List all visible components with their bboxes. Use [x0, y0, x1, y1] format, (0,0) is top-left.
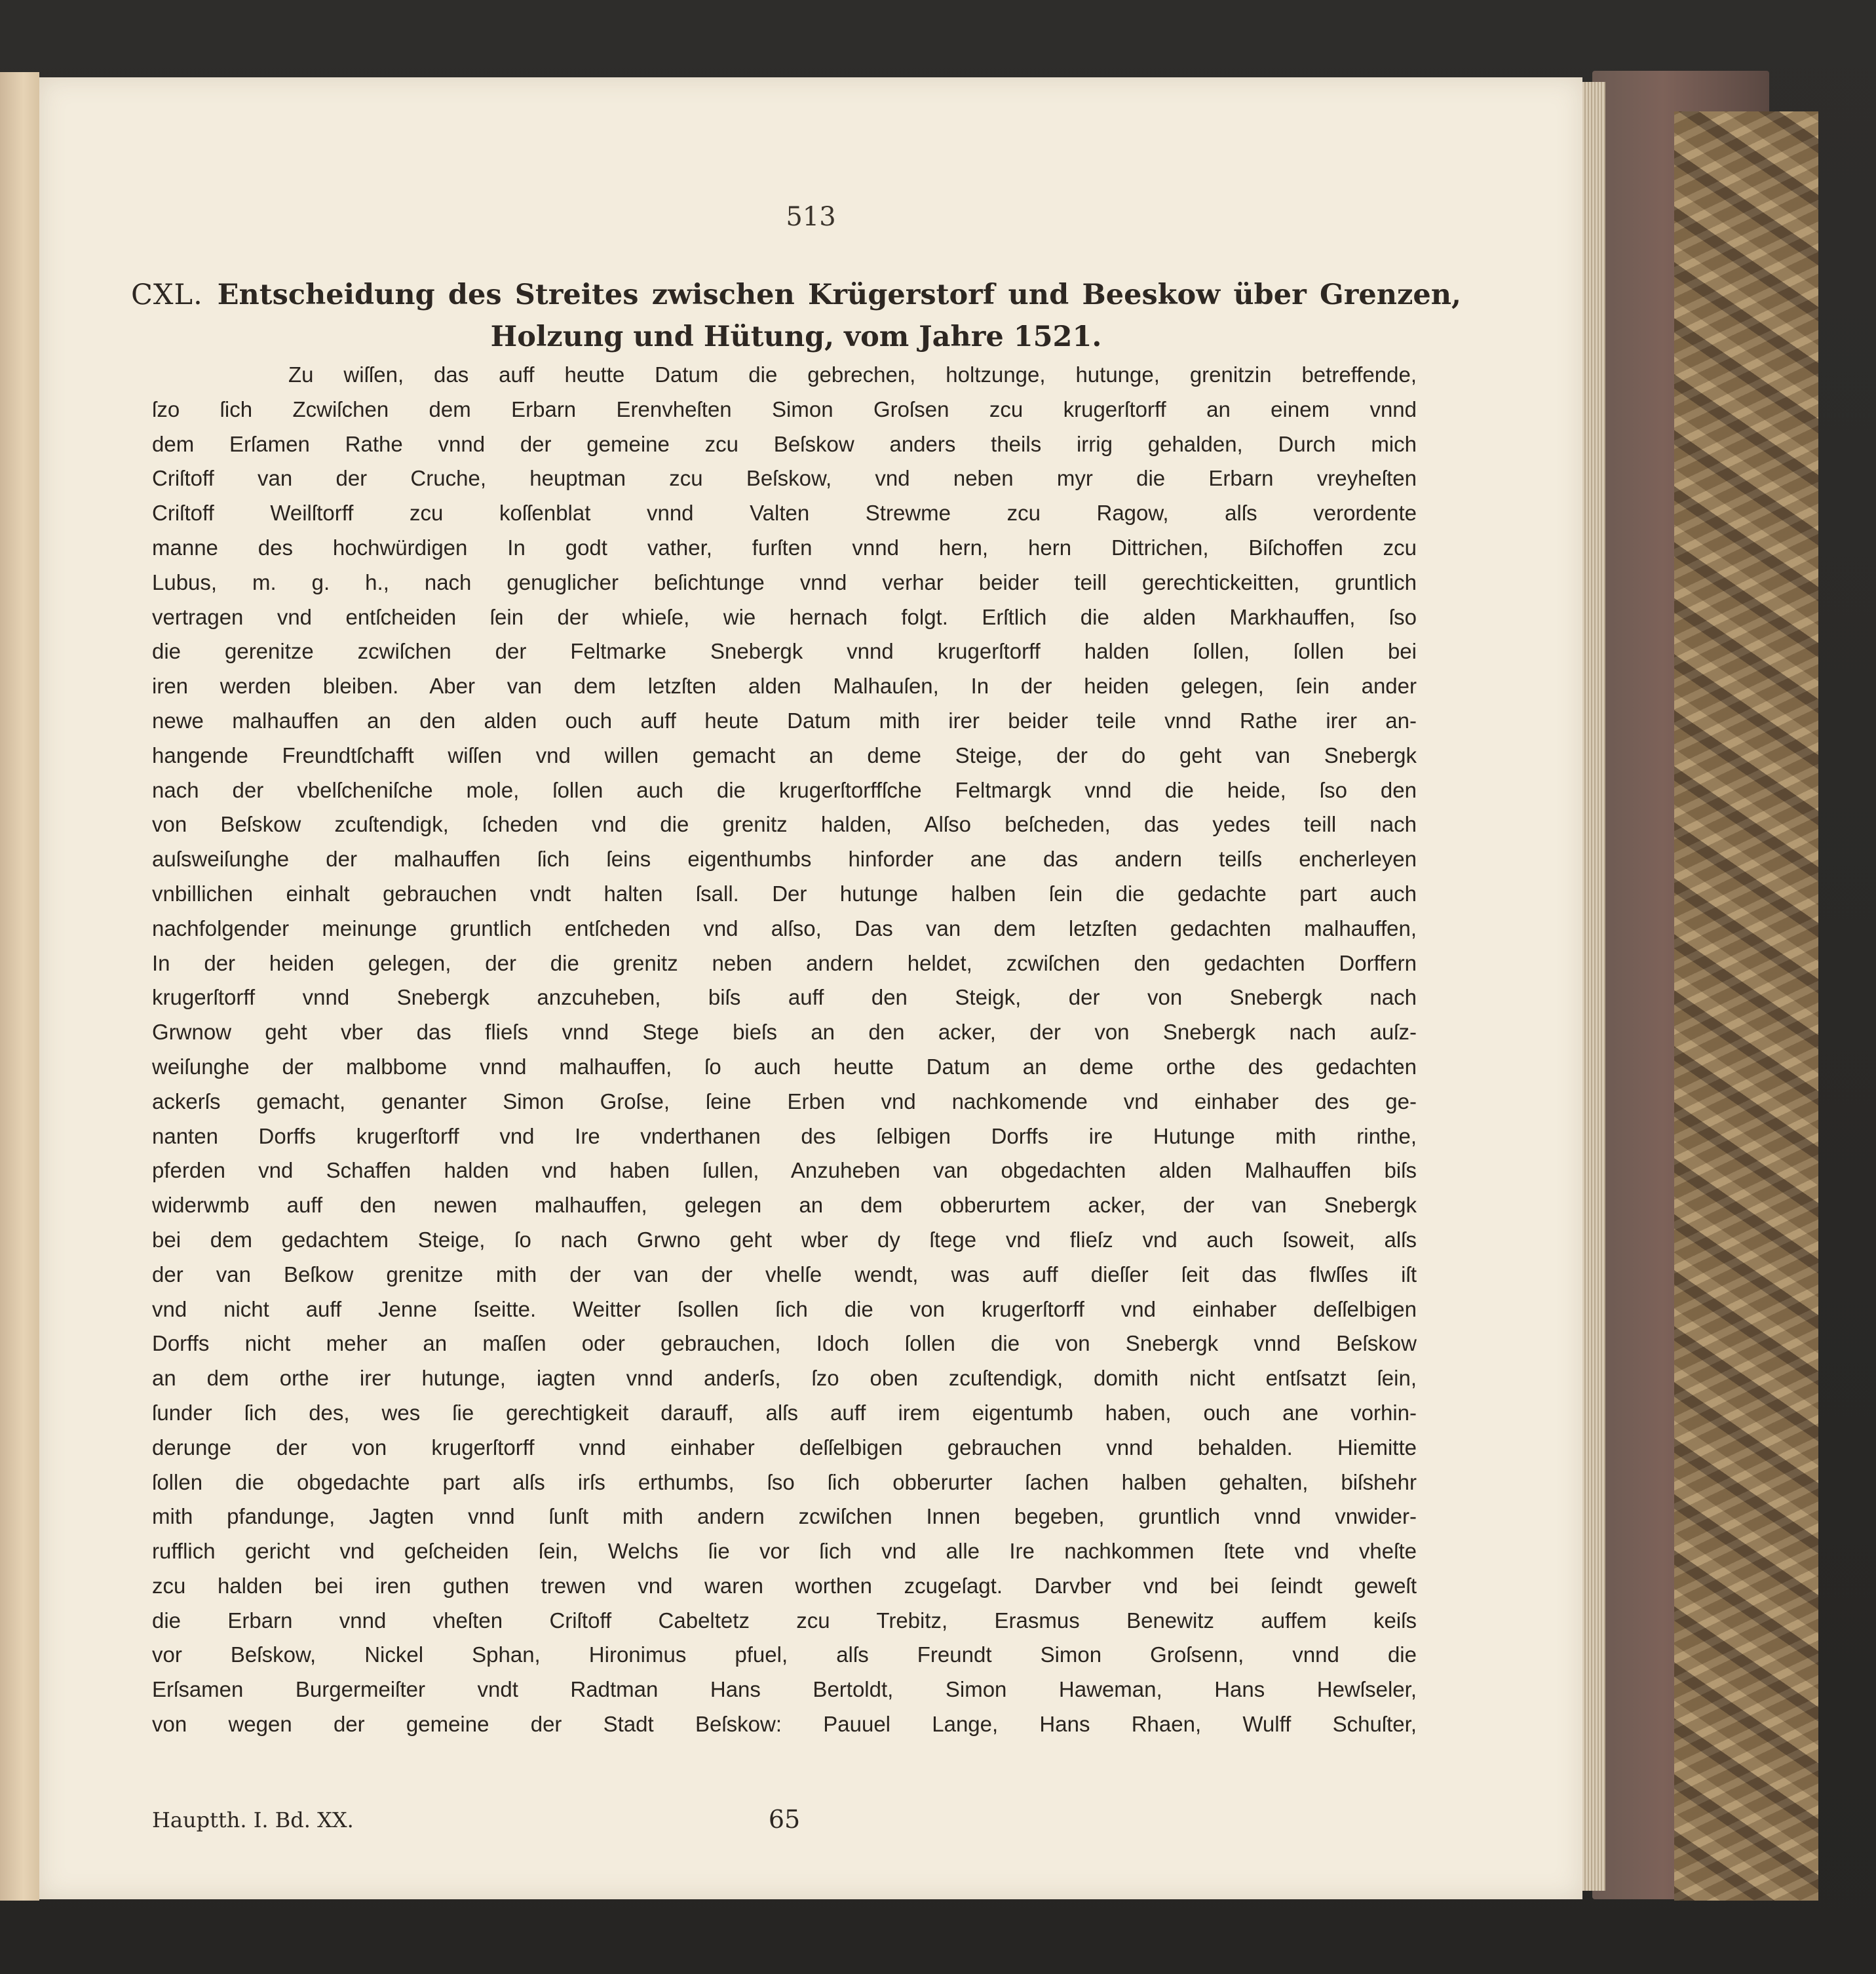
body-line: Criſtoff Weilſtorff zcu koſſenblat vnnd Valten Strewme zcu Ragow, alſs verordente	[152, 501, 1417, 526]
footer-signature-mark: 65	[768, 1805, 801, 1834]
body-line: die Erbarn vnnd vheſten Criſtoff Cabeltetz zcu Trebitz, Erasmus Benewitz auffem keiſs	[152, 1608, 1417, 1633]
body-line: nach der vbelſcheniſche mole, ſollen auch die krugerſtorffſche Feltmargk vnnd die heide, ſso den	[152, 777, 1417, 802]
body-line: iren werden bleiben. Aber van dem letzſten alden Malhauſen, In der heiden gelegen, ſein ander	[152, 674, 1417, 699]
body-line: Dorffs nicht meher an maſſen oder gebrauchen, Idoch ſollen die von Snebergk vnnd Beſskow	[152, 1331, 1417, 1356]
body-line: vnbillichen einhalt gebrauchen vndt halten ſsall. Der hutunge halben ſein die gedachte part auch	[152, 881, 1417, 906]
body-line: derunge der von krugerſtorff vnnd einhaber deſſelbigen gebrauchen vnnd behalden. Hiemitte	[152, 1435, 1417, 1460]
body-line: hangende Freundtſchafft wiſſen vnd willen gemacht an deme Steige, der do geht van Snebergk	[152, 743, 1417, 767]
body-line: ackerſs gemacht, genanter Simon Groſse, ſeine Erben vnd nachkomende vnd einhaber des ge-	[152, 1089, 1417, 1113]
body-line: der van Beſkow grenitze mith der van der vhelſe wendt, was auff dieſſer ſeit das flwſſes iſt	[152, 1262, 1417, 1287]
body-line: nachfolgender meinunge gruntlich entſcheden vnd alſso, Das van dem letzſten gedachten malhauffen,	[152, 916, 1417, 940]
footer-volume-reference: Hauptth. I. Bd. XX.	[152, 1808, 354, 1832]
body-line: Erſsamen Burgermeiſter vndt Radtman Hans Bertoldt, Simon Haweman, Hans Hewſseler,	[152, 1677, 1417, 1702]
body-line: mith pfandunge, Jagten vnnd ſunſt mith andern zcwiſchen Innen begeben, gruntlich vnnd vnwider-	[152, 1504, 1417, 1529]
body-line: nanten Dorffs krugerſtorff vnd Ire vnderthanen des ſelbigen Dorffs ire Hutunge mith rinthe,	[152, 1123, 1417, 1148]
body-line: ſunder ſich des, wes ſie gerechtigkeit darauff, alſs auff irem eigentumb haben, ouch ane vorhin-	[152, 1400, 1417, 1425]
body-line: manne des hochwürdigen In godt vather, furſten vnnd hern, hern Dittrichen, Biſchoffen zcu	[152, 535, 1417, 560]
body-line: von wegen der gemeine der Stadt Beſskow: Pauuel Lange, Hans Rhaen, Wulff Schuſter,	[152, 1712, 1417, 1737]
body-line: ſollen die obgedachte part alſs irſs erthumbs, ſso ſich obberurter ſachen halben gehalten, biſshehr	[152, 1469, 1417, 1494]
body-line: vnd nicht auff Jenne ſseitte. Weitter ſsollen ſich die von krugerſtorff vnd einhaber deſſelbigen	[152, 1296, 1417, 1321]
body-line: zcu halden bei iren guthen trewen vnd waren worthen zcugeſagt. Darvber vnd bei ſeindt geweſt	[152, 1573, 1417, 1598]
body-line: newe malhauffen an den alden ouch auff heute Datum mith irer beider teile vnnd Rathe irer an-	[152, 708, 1417, 733]
heading-number: CXL.	[131, 279, 203, 311]
body-text	[152, 358, 1417, 1742]
body-line: bei dem gedachtem Steige, ſo nach Grwno geht wber dy ſtege vnd flieſz vnd auch ſsoweit, alſs	[152, 1227, 1417, 1252]
body-line: dem Erſamen Rathe vnnd der gemeine zcu Beſskow anders theils irrig gehalden, Durch mich	[152, 431, 1417, 456]
facing-page-edge	[0, 72, 39, 1901]
document-heading	[131, 274, 1461, 358]
body-line: In der heiden gelegen, der die grenitz neben andern heldet, zcwiſchen den gedachten Dorffern	[152, 950, 1417, 975]
body-line: die gerenitze zcwiſchen der Feltmarke Snebergk vnnd krugerſtorff halden ſollen, ſollen bei	[152, 639, 1417, 664]
body-line: an dem orthe irer hutunge, iagten vnnd anderſs, ſzo oben zcuſtendigk, domith nicht entſsatzt ſein,	[152, 1366, 1417, 1391]
body-line: vertragen vnd entſcheiden ſein der whieſe, wie hernach folgt. Erſtlich die alden Markhauffen, ſso	[152, 604, 1417, 629]
body-line: Zu wiſſen, das auff heutte Datum die gebrechen, holtzunge, hutunge, grenitzin betreffende,	[288, 362, 1417, 387]
body-line: rufflich gericht vnd geſcheiden ſein, Welchs ſie vor ſich vnd alle Ire nachkommen ſtete vnd vheſte	[152, 1539, 1417, 1564]
body-line: auſsweiſunghe der malhauffen ſich ſeins eigenthumbs hinforder ane das andern teilſs encherleyen	[152, 847, 1417, 872]
body-line: Lubus, m. g. h., nach genuglicher beſichtunge vnnd verhar beider teill gerechtickeitten, gruntlich	[152, 570, 1417, 594]
body-line: vor Beſskow, Nickel Sphan, Hironimus pfuel, alſs Freundt Simon Groſsenn, vnnd die	[152, 1642, 1417, 1667]
body-line: krugerſtorff vnnd Snebergk anzcuheben, biſs auff den Steigk, der von Snebergk nach	[152, 985, 1417, 1010]
body-line: ſzo ſich Zcwiſchen dem Erbarn Erenvheſten Simon Groſsen zcu krugerſtorff an einem vnnd	[152, 397, 1417, 421]
body-line: Criſtoff van der Cruche, heuptman zcu Beſskow, vnd neben myr die Erbarn vreyheſten	[152, 466, 1417, 491]
marbled-endpaper	[1674, 111, 1818, 1901]
heading-title: Entscheidung des Streites zwischen Krügerstorf und Beeskow über Grenzen, Holzung und Hütung, vom Jahre 1521.	[217, 279, 1461, 353]
body-line: pferden vnd Schaffen halden vnd haben ſullen, Anzuheben van obgedachten alden Malhauffen biſs	[152, 1158, 1417, 1183]
body-line: Grwnow geht vber das flieſs vnnd Stege bieſs an den acker, der von Snebergk nach auſz-	[152, 1020, 1417, 1045]
body-line: widerwmb auff den newen malhauffen, gelegen an dem obberurtem acker, der van Snebergk	[152, 1193, 1417, 1218]
body-line: weiſunghe der malbbome vnnd malhauffen, ſo auch heutte Datum an deme orthe des gedachten	[152, 1054, 1417, 1079]
book-page	[39, 77, 1582, 1899]
page-number: 513	[786, 202, 836, 232]
body-line: von Beſskow zcuſtendigk, ſcheden vnd die grenitz halden, Alſso beſcheden, das yedes teill nach	[152, 812, 1417, 837]
